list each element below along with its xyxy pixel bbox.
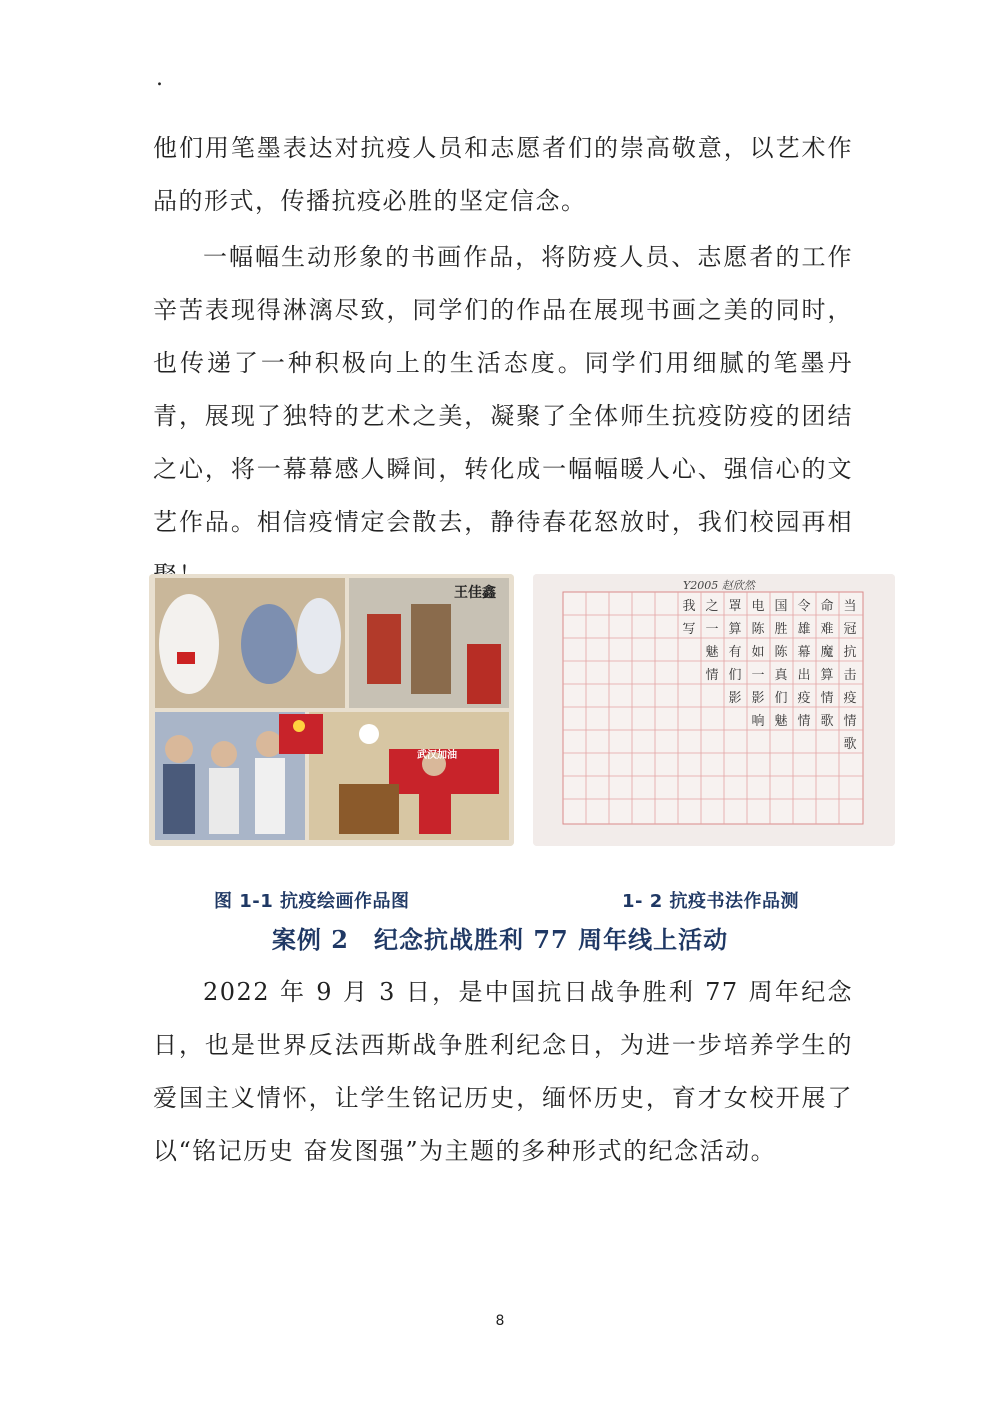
calligraphy-character: 情 [797,714,811,729]
calligraphy-character: 算 [820,668,834,683]
calligraphy-character: 影 [751,691,765,706]
calligraphy-character: 有 [728,645,742,660]
calligraphy-character: 响 [751,714,765,729]
calligraphy-character: 情 [843,714,857,729]
calligraphy-character: 魅 [705,645,719,660]
calligraphy-work [533,574,895,846]
calligraphy-character: 算 [728,622,742,637]
calligraphy-character: 雄 [797,622,811,637]
calligraphy-character: 胜 [774,622,788,637]
calligraphy-character: 之 [705,599,719,614]
painter-signature: 王佳鑫 [454,585,496,601]
calligraphy-character: 罩 [728,599,742,614]
calligraphy-character: 影 [728,691,742,706]
page-number: 8 [495,1313,505,1329]
anti-epidemic-painting [149,574,514,846]
calligraphy-character: 令 [797,599,811,614]
calligraphy-character: 魔 [820,645,834,660]
calligraphy-character: 歌 [843,737,857,752]
calligraphy-character: 冠 [843,622,857,637]
calligraphy-character: 我 [682,599,696,614]
calligraphy-character: 一 [751,668,765,683]
calligraphy-character: 真 [774,668,788,683]
painting-illustration [149,574,514,846]
calligraphy-character: 疫 [797,691,811,706]
calligraphy-character: 命 [820,599,834,614]
header-mark: . [156,66,163,91]
paragraph-2: 一幅幅生动形象的书画作品，将防疫人员、志愿者的工作辛苦表现得淋漓尽致，同学们的作品在展现书画之美的同时，也传递了一种积极向上的生活态度。同学们用细腻的笔墨丹青，展现了独特的艺术之美，凝聚了全体师生抗疫防疫的团结之心，将一幕幕感人瞬间，转化成一幅幅暖人心、强信心的文艺作品。相信疫情定会散去，静待春花怒放时，我们校园再相 [153,243,853,536]
calligraphy-character: 情 [820,691,834,706]
calligraphy-character: 们 [728,668,742,683]
figure-caption-left: 图 1-1 抗疫绘画作品图 [214,891,410,912]
calligraphy-character: 当 [843,599,857,614]
calligraphy-character: 陈 [751,622,765,637]
calligraphy-character: 一 [705,622,719,637]
calligraphy-character: 疫 [843,691,857,706]
calligraphy-character: 们 [774,691,788,706]
calligraphy-character: 魅 [774,714,788,729]
calligraphy-character: 写 [682,622,696,637]
calligraphy-author: Y2005 赵欣然 [683,579,755,592]
calligraphy-character: 电 [751,599,765,614]
calligraphy-character: 情 [705,668,719,683]
calligraphy-character: 出 [797,668,811,683]
painting-banner-text: 武汉加油 [417,750,457,761]
paragraph-3: 2022 年 9 月 3 日，是中国抗日战争胜利 77 周年纪念日，也是世界反法西斯战争胜利纪念日，为进一步培养学生的爱国主义情怀，让学生铭记历史，缅怀历史，育才女校开展了以“铭记历史 奋发图强”为主题的多种形式的纪念活动。 [153,978,853,1165]
calligraphy-character: 如 [751,645,765,660]
calligraphy-character: 难 [820,622,834,637]
case-title: 案例 2 纪念抗战胜利 77 周年线上活动 [271,925,729,954]
calligraphy-character: 幕 [797,645,811,660]
calligraphy-character: 陈 [774,645,788,660]
calligraphy-character: 抗 [843,645,857,660]
figure-caption-right: 1- 2 抗疫书法作品测 [622,891,800,912]
calligraphy-character: 国 [774,599,788,614]
paragraph-1: 他们用笔墨表达对抗疫人员和志愿者们的崇高敬意，以艺术作品的形式，传播抗疫必胜的坚定信念。 [153,134,853,215]
calligraphy-character: 击 [843,668,857,683]
calligraphy-character: 歌 [820,714,834,729]
